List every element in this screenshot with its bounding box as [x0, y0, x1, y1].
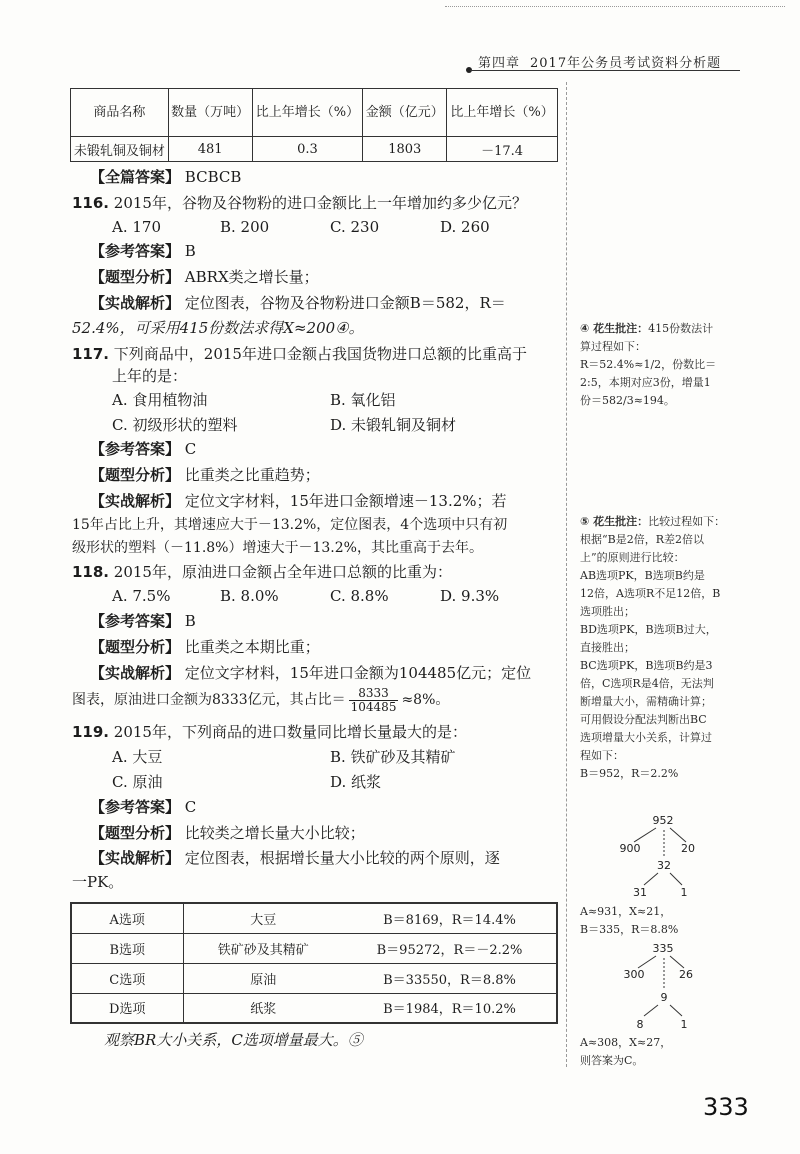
q116-option-d: D. 260 [440, 218, 490, 236]
tree-node-left: 300 [623, 968, 645, 981]
table-row [71, 903, 557, 933]
q116-solution-cont: 52.4%，可采用415份数法求得X≈200④。 [72, 319, 364, 337]
tree-edge [670, 956, 684, 968]
header-rule [470, 70, 740, 71]
q116-stem: 116. 2015年，谷物及谷物粉的进口金额比上一年增加约多少亿元？ [72, 194, 527, 212]
tree-node-mid: 9 [660, 991, 668, 1004]
q118-option-c: C. 8.8% [330, 587, 389, 605]
side-note-1: ④ 花生批注：415份数法计 算过程如下： R＝52.4%≈1/2，份数比＝ 2:5，本期对应3份，增量1 份＝582/3≈194。 [580, 322, 717, 407]
q118-option-a: A. 7.5% [112, 587, 171, 605]
table-cell: B＝95272，R＝－2.2% [343, 933, 557, 963]
tree-node-top: 335 [652, 942, 674, 955]
q119-type: 【题型分析】 比较类之增长量大小比较； [90, 824, 365, 842]
table-header-row [71, 89, 558, 137]
q117-type: 【题型分析】 比重类之比重趋势； [90, 466, 320, 484]
table-cell: 481 [168, 137, 252, 162]
tree-node-mid-right: 1 [680, 1018, 688, 1031]
table-row [71, 933, 557, 963]
chapter-label: 第四章 [478, 56, 521, 71]
table-cell: 大豆 [183, 903, 343, 933]
table-row [71, 993, 557, 1023]
tree-node-mid-left: 31 [633, 886, 647, 899]
q119-ref-answer: 【参考答案】 C [90, 798, 197, 816]
side-note-2: ⑤ 花生批注：比较过程如下： 根据“B是2倍，R差2倍以 上”的原则进行比较： AB选项PK，B选项B约是 12倍，A选项R不足12倍，B 选项胜出； BD选项PK，B选项B过大， 直接胜出； BC选项PK，B选项B约是3 倍，C选项R是4倍，无法判 断增量大小，需精确计算； 可用假设分配法判断出BC 选项增量大小关系，计算过 程如下： B＝952，R＝2.2% [580, 515, 726, 780]
header-dotted-rule [445, 6, 785, 7]
table-cell: B＝8169，R＝14.4% [343, 903, 557, 933]
q116-ref-answer: 【参考答案】 B [90, 242, 196, 260]
tree-edge [644, 1005, 658, 1016]
fraction: $\frac{8333}{104485}$ [350, 685, 397, 714]
q118-ref-answer: 【参考答案】 B [90, 612, 196, 630]
side-note-label: ④ 花生批注： [580, 322, 649, 335]
full-answer: 【全篇答案】 BCBCB [90, 168, 242, 186]
table-cell: －17.4 [447, 137, 558, 162]
tree-edge [670, 873, 682, 885]
book-title: 2017年公务员考试资料分析题 [530, 56, 722, 71]
tree-node-top: 952 [652, 814, 674, 827]
q119-option-d: D. 纸浆 [330, 773, 382, 791]
tree-node-mid: 32 [657, 859, 671, 872]
table-cell: 纸浆 [183, 993, 343, 1023]
table-cell: 原油 [183, 963, 343, 993]
q119-stem: 119. 2015年，下列商品的进口数量同比增长量最大的是： [72, 723, 467, 741]
tree-edge [638, 956, 656, 968]
q117-ref-answer: 【参考答案】 C [90, 440, 197, 458]
tree-edge [670, 828, 686, 842]
q117-option-b: B. 氧化铝 [330, 391, 396, 409]
table-row [71, 137, 558, 162]
table-cell: 0.3 [252, 137, 363, 162]
q119-option-a: A. 大豆 [112, 748, 163, 766]
q116-type: 【题型分析】 ABRX类之增长量； [90, 268, 319, 286]
table-header: 比上年增长（%） [447, 89, 558, 137]
table-cell: 铁矿砂及其精矿 [183, 933, 343, 963]
q117-stem: 117. 下列商品中，2015年进口金额占我国货物进口总额的比重高于 [72, 345, 527, 363]
q116-option-c: C. 230 [330, 218, 380, 236]
split-tree-diagram-1 [580, 812, 730, 902]
tree-node-mid-left: 8 [636, 1018, 644, 1031]
comparison-table [70, 902, 558, 1024]
q118-solution: 【实战解析】 定位文字材料，15年进口金额为104485亿元；定位 [90, 664, 532, 682]
q117-solution-cont: 15年占比上升，其增速应大于－13.2%，定位图表，4个选项中只有初 [72, 517, 508, 533]
tree2-base: B＝335，R＝8.8% [580, 923, 679, 936]
tree2-result: A≈308，X≈27， [580, 1036, 672, 1049]
tree1-result: A≈931，X≈21， [580, 905, 672, 918]
q117-stem-cont: 上年的是： [112, 367, 188, 385]
table-cell: D选项 [71, 993, 183, 1023]
table-cell: A选项 [71, 903, 183, 933]
q117-option-c: C. 初级形状的塑料 [112, 416, 238, 434]
tree-node-left: 900 [619, 842, 641, 855]
tree-node-mid-right: 1 [680, 886, 688, 899]
q116-option-b: B. 200 [220, 218, 270, 236]
table-cell: 未锻轧铜及铜材 [71, 137, 169, 162]
running-header [478, 52, 721, 71]
q118-option-d: D. 9.3% [440, 587, 500, 605]
conclusion: 观察BR大小关系，C选项增量最大。⑤ [104, 1031, 363, 1049]
side-note-label: ⑤ 花生批注： [580, 515, 649, 528]
table-header: 比上年增长（%） [252, 89, 363, 137]
page-number: 333 [703, 1093, 749, 1121]
q116-option-a: A. 170 [112, 218, 161, 236]
table-cell: B＝1984，R＝10.2% [343, 993, 557, 1023]
tree-edge [634, 828, 656, 842]
q117-solution: 【实战解析】 定位文字材料，15年进口金额增速－13.2%；若 [90, 492, 507, 510]
q119-solution-cont: 一PK。 [72, 873, 124, 891]
q118-option-b: B. 8.0% [220, 587, 279, 605]
table-header: 金额（亿元） [363, 89, 447, 137]
tree-edge [670, 1005, 682, 1016]
commodity-table [70, 88, 558, 162]
tree-node-right: 26 [679, 968, 693, 981]
table-row [71, 963, 557, 993]
table-cell: B选项 [71, 933, 183, 963]
split-tree-diagram-2 [580, 940, 730, 1032]
q117-solution-cont2: 级形状的塑料（－11.8%）增速大于－13.2%，其比重高于去年。 [72, 540, 483, 556]
margin-divider [566, 82, 567, 1067]
q119-solution: 【实战解析】 定位图表，根据增长量大小比较的两个原则，逐 [90, 849, 500, 867]
q119-option-c: C. 原油 [112, 773, 163, 791]
q118-stem: 118. 2015年，原油进口金额占全年进口总额的比重为： [72, 563, 452, 581]
table-header: 数量（万吨） [168, 89, 252, 137]
q119-option-b: B. 铁矿砂及其精矿 [330, 748, 456, 766]
q118-solution-cont: 图表，原油进口金额为8333亿元，其占比＝ $\frac{8333}{104485}$ ≈8%。 [72, 685, 450, 714]
table-cell: B＝33550，R＝8.8% [343, 963, 557, 993]
q117-option-a: A. 食用植物油 [112, 391, 208, 409]
final-answer-note: 则答案为C。 [580, 1054, 644, 1067]
tree-edge [644, 873, 658, 885]
q116-solution: 【实战解析】 定位图表，谷物及谷物粉进口金额B＝582，R＝ [90, 294, 506, 312]
table-cell: 1803 [363, 137, 447, 162]
q118-type: 【题型分析】 比重类之本期比重； [90, 638, 320, 656]
table-header: 商品名称 [71, 89, 169, 137]
table-cell: C选项 [71, 963, 183, 993]
q117-option-d: D. 未锻轧铜及铜材 [330, 416, 457, 434]
tree-node-right: 20 [681, 842, 695, 855]
